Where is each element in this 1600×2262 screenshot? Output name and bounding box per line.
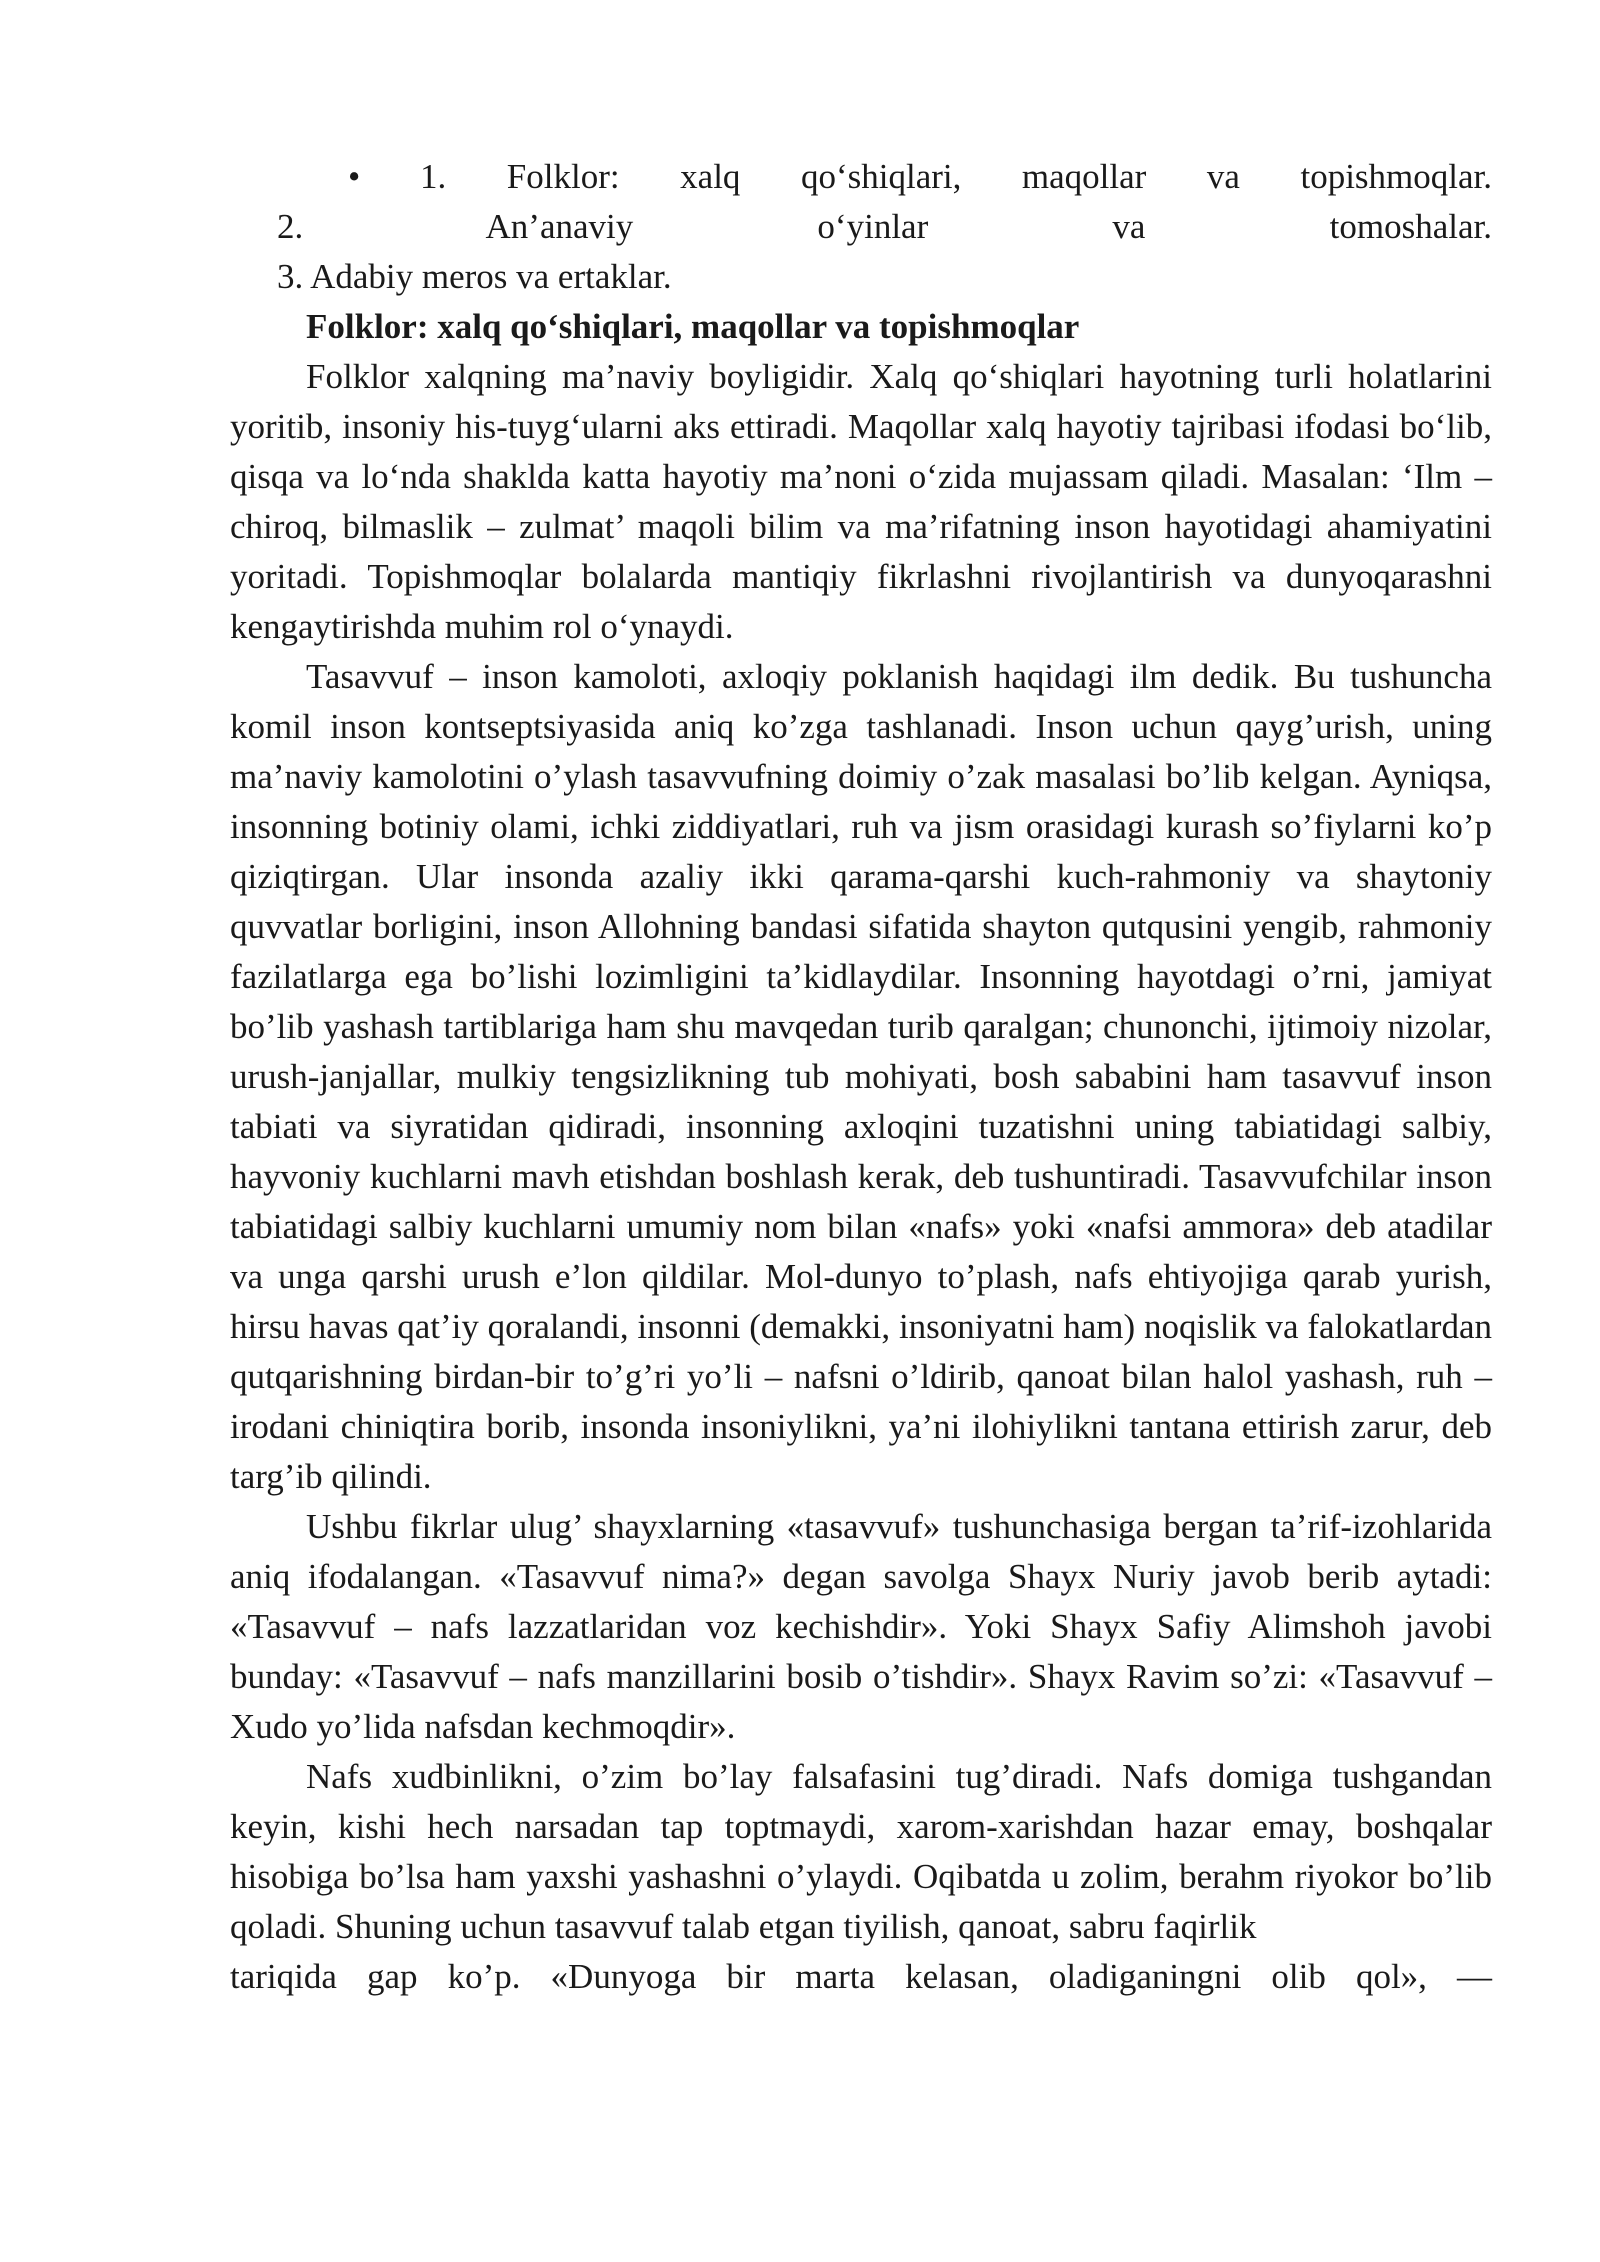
section-heading: Folklor: xalq qo‘shiqlari, maqollar va topishmoqlar (306, 307, 1080, 346)
paragraph-tasavvuf: Tasavvuf – inson kamoloti, axloqiy poklanish haqidagi ilm dedik. Bu tushuncha komil inson kontseptsiyasida aniq ko’zga tashlanadi. Inson uchun qayg’urish, uning ma’naviy kamolotini o’ylash tasavvufning doimiy o’zak masalasi bo’lib kelgan. Ayniqsa, insonning botiniy olami, ichki ziddiyatlari, ruh va jism orasidagi kurash so’fiylarni ko’p qiziqtirgan. Ular insonda azaliy ikki qarama-qarshi kuch-rahmoniy va shaytoniy quvvatlar borligini, inson Allohning bandasi sifatida shayton qutqusini yengib, rahmoniy fazilatlarga ega bo’lishi lozimligini ta’kidlaydilar. Insonning hayotdagi o’rni, jamiyat bo’lib yashash tartiblariga ham shu mavqedan turib qaralgan; chunonchi, ijtimoiy nizolar, urush-janjallar, mulkiy tengsizlikning tub mohiyati, bosh sababini ham tasavvuf inson tabiati va siyratidan qidiradi, insonning axloqini tuzatishni uning tabiatidagi salbiy, hayvoniy kuchlarni mavh etishdan boshlash kerak, deb tushuntiradi. Tasavvufchilar inson tabiatidagi salbiy kuchlarni umumiy nom bilan «nafs» yoki «nafsi ammora» deb atadilar va unga qarshi urush e’lon qildilar. Mol-dunyo to’plash, nafs ehtiyojiga qarab yurish, hirsu havas qat’iy qoralandi, insonni (demakki, insoniyatni ham) noqislik va falokatlardan qutqarishning birdan-bir to’g’ri yo’li – nafsni o’ldirib, qanoat bilan halol yashash, ruh – irodani chiniqtira borib, insonda insoniylikni, ya’ni ilohiylikni tantana ettirish zarur, deb targ’ib qilindi. (230, 657, 1492, 1496)
paragraph-nafs-text: Nafs xudbinlikni, o’zim bo’lay falsafasini tug’diradi. Nafs domiga tushgandan keyin, kishi hech narsadan tap toptmaydi, xarom-xarishdan hazar emay, boshqalar hisobiga bo’lsa ham yaxshi yashashni o’ylaydi. Oqibatda u zolim, berahm riyokor bo’lib qoladi. Shuning uchun tasavvuf talab etgan tiyilish, qanoat, sabru faqirlik (230, 1757, 1492, 1946)
paragraph-shayxlar: Ushbu fikrlar ulug’ shayxlarning «tasavvuf» tushunchasiga bergan ta’rif-izohlarida aniq ifodalangan. «Tasavvuf nima?» degan savolga Shayx Nuriy javob berib aytadi: «Tasavvuf – nafs lazzatlaridan voz kechishdir». Yoki Shayx Safiy Alimshoh javobi bunday: «Tasavvuf – nafs manzillarini bosib o’tishdir». Shayx Ravim so’zi: «Tasavvuf – Xudo yo’lida nafsdan kechmoqdir». (230, 1507, 1492, 1746)
numbered-list (230, 152, 1492, 302)
list-item-2 (230, 202, 1492, 252)
text-column (230, 152, 1492, 2002)
paragraph-nafs (230, 1752, 1492, 2002)
list-item-3 (230, 252, 1492, 302)
paragraph-folklor: Folklor xalqning ma’naviy boyligidir. Xalq qo‘shiqlari hayotning turli holatlarini yoritib, insoniy his-tuyg‘ularni aks ettiradi. Maqollar xalq hayotiy tajribasi ifodasi bo‘lib, qisqa va lo‘nda shaklda katta hayotiy ma’noni o‘zida mujassam qiladi. Masalan: ‘Ilm – chiroq, bilmaslik – zulmat’ maqoli bilim va ma’rifatning inson hayotidagi ahamiyatini yoritadi. Topishmoqlar bolalarda mantiqiy fikrlashni rivojlantirish va dunyoqarashni kengaytirishda muhim rol o‘ynaydi. (230, 357, 1492, 646)
list-item-text: 1. Folklor: xalq qo‘shiqlari, maqollar va topishmoqlar. (420, 157, 1492, 196)
list-item-text: 3. Adabiy meros va ertaklar. (277, 257, 672, 296)
bullet-icon: • (348, 157, 361, 196)
list-item-text: 2. An’anaviy o‘yinlar va tomoshalar. (277, 207, 1492, 246)
list-item-1 (230, 152, 1492, 202)
paragraph-nafs-last-line: tariqida gap ko’p. «Dunyoga bir marta kelasan, oladiganingni olib qol», — (230, 1957, 1492, 1996)
